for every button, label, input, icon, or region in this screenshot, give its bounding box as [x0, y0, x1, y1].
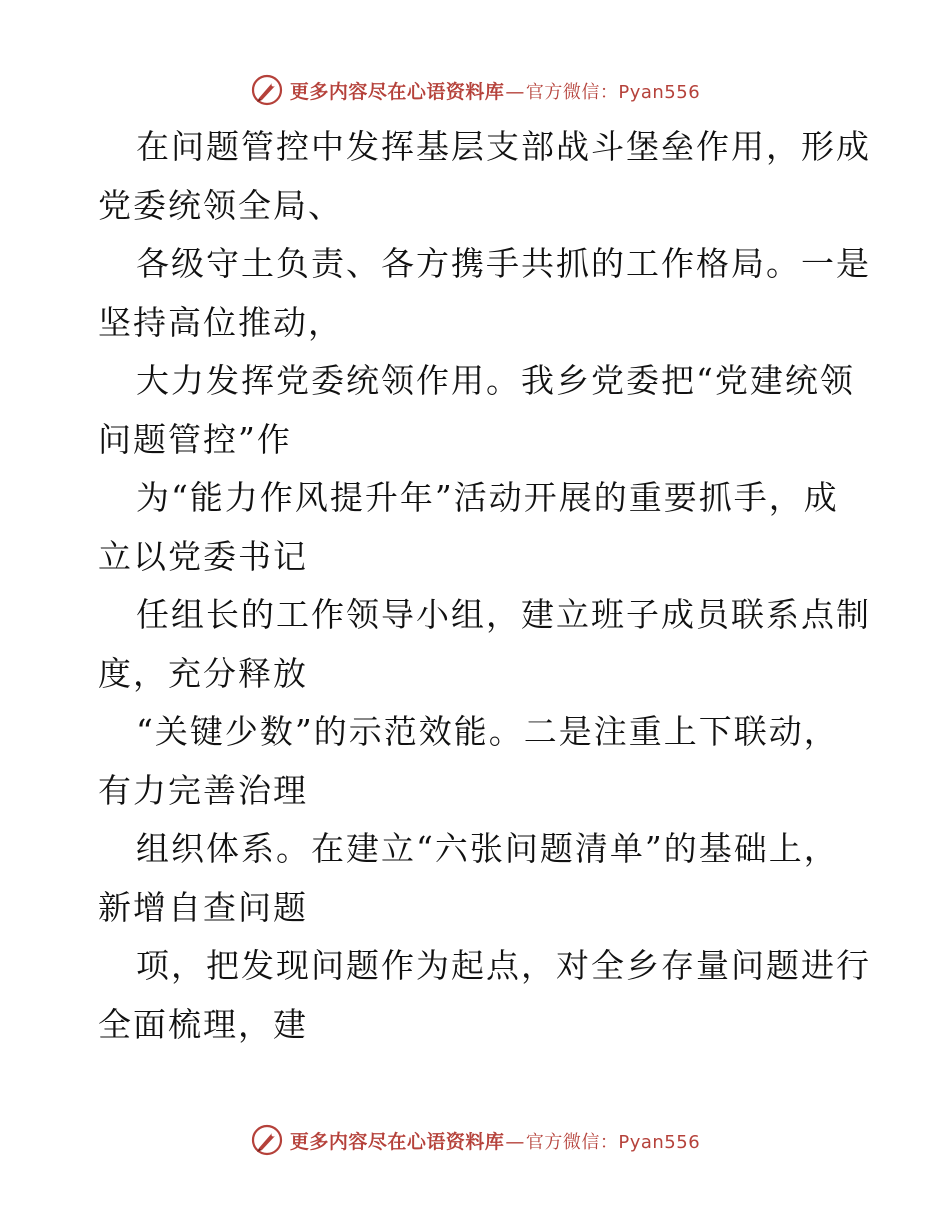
body-line: 立以党委书记: [98, 536, 308, 576]
footer-wechat-text: 官方微信：Pyan556: [525, 1131, 701, 1153]
body-line: 为“能力作风提升年”活动开展的重要抓手，成: [136, 478, 839, 517]
footer-dash: —: [505, 1130, 525, 1153]
body-line: 在问题管控中发挥基层支部战斗堡垒作用，形成: [136, 127, 871, 166]
footer-banner: [0, 1122, 950, 1158]
header-wechat-text: 官方微信：Pyan556: [525, 81, 701, 103]
body-line: 问题管控”作: [98, 419, 292, 459]
header-banner: [0, 72, 950, 108]
body-line: 有力完善治理: [98, 770, 308, 810]
header-banner-text: [290, 77, 700, 104]
body-line: 项，把发现问题作为起点，对全乡存量问题进行: [136, 946, 871, 985]
red-ink-pen-logo-icon: [250, 73, 284, 107]
body-line: 党委统领全局、: [98, 185, 343, 225]
document-body: [98, 118, 871, 1054]
body-line: 坚持高位推动，: [98, 302, 343, 342]
body-line: 任组长的工作领导小组，建立班子成员联系点制: [136, 595, 871, 634]
body-line: 各级守土负责、各方携手共抓的工作格局。一是: [136, 244, 871, 283]
footer-banner-text: [290, 1127, 700, 1154]
header-brand-text: 更多内容尽在心语资料库: [289, 80, 505, 103]
body-line: “关键少数”的示范效能。二是注重上下联动，: [136, 712, 839, 751]
body-line: 大力发挥党委统领作用。我乡党委把“党建统领: [136, 361, 855, 400]
body-line: 组织体系。在建立“六张问题清单”的基础上，: [136, 829, 839, 868]
body-line: 度，充分释放: [98, 653, 308, 693]
body-line: 新增自查问题: [98, 887, 308, 927]
red-ink-pen-logo-icon: [250, 1123, 284, 1157]
header-dash: —: [505, 80, 525, 103]
footer-brand-text: 更多内容尽在心语资料库: [289, 1130, 505, 1153]
body-line: 全面梳理，建: [98, 1004, 308, 1044]
